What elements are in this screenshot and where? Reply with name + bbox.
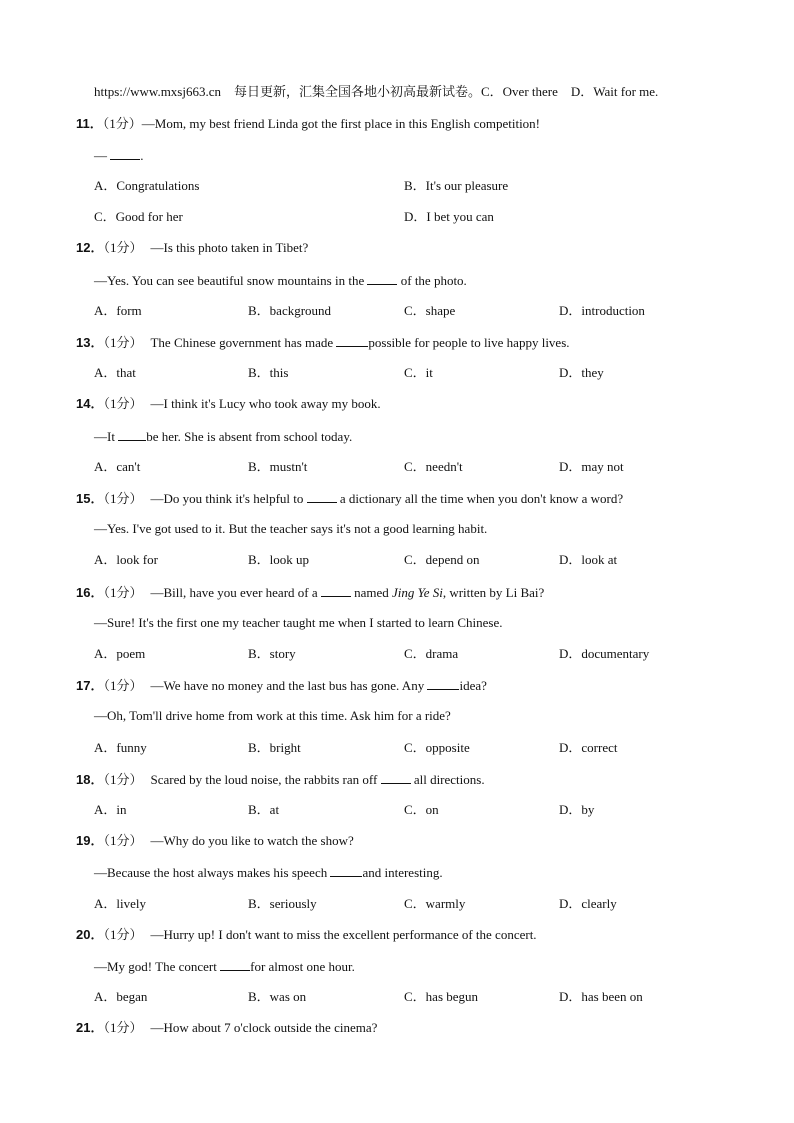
option-a: A．lively	[94, 896, 146, 911]
question-stem: , written by Li Bai?	[442, 585, 545, 600]
question-score: （1分）	[103, 678, 143, 693]
question-stem: named	[350, 585, 393, 600]
option-a: A．funny	[94, 740, 147, 755]
response-text: —Because the host always makes his speech	[94, 865, 331, 880]
question-19-response	[94, 864, 443, 881]
option-c: C．warmly	[404, 896, 466, 911]
question-stem: —Mom, my best friend Linda got the first place in this English competition!	[141, 116, 541, 131]
question-20-response	[94, 958, 355, 975]
question-18	[76, 771, 485, 788]
question-score: （1分）	[103, 585, 143, 600]
question-stem: The Chinese government has made	[150, 335, 337, 350]
answer-blank	[336, 334, 368, 347]
response-text: for almost one hour.	[250, 959, 355, 974]
question-stem: —I think it's Lucy who took away my book.	[150, 396, 381, 411]
question-19	[76, 833, 354, 849]
question-16-response: —Sure! It's the first one my teacher taught me when I started to learn Chinese.	[94, 615, 503, 630]
response-text: —Yes. You can see beautiful snow mountains in the	[94, 273, 368, 288]
question-stem: —We have no money and the last bus has gone. Any	[150, 678, 428, 693]
question-number: 15．	[76, 491, 104, 506]
answer-blank	[367, 272, 397, 285]
question-score: （1分）	[103, 772, 143, 787]
question-number: 18．	[76, 772, 104, 787]
option-a: A．poem	[94, 646, 146, 661]
question-stem: all directions.	[410, 772, 485, 787]
question-11-response	[94, 147, 144, 164]
option-d: D．by	[559, 802, 595, 817]
option-d: D．correct	[559, 740, 618, 755]
option-c: C．it	[404, 365, 433, 380]
option-b: B．was on	[248, 989, 307, 1004]
option-d: D．clearly	[559, 896, 617, 911]
question-stem: —Do you think it's helpful to	[150, 491, 307, 506]
question-number: 20．	[76, 927, 104, 942]
period: .	[140, 148, 144, 163]
question-number: 14．	[76, 396, 104, 411]
question-stem: —How about 7 o'clock outside the cinema?	[150, 1020, 378, 1035]
question-score: （1分）	[103, 396, 143, 411]
option-a: A．look for	[94, 552, 158, 567]
option-b: B．mustn't	[248, 459, 308, 474]
option-b: B．bright	[248, 740, 301, 755]
option-c: C．Good for her	[94, 209, 183, 224]
question-13	[76, 334, 570, 351]
dash: —	[94, 148, 111, 163]
answer-blank	[427, 677, 459, 690]
question-score: （1分）	[103, 927, 143, 942]
poem-title: Jing Ye Si	[392, 585, 443, 600]
option-d: D．may not	[559, 459, 624, 474]
response-text: —My god! The concert	[94, 959, 221, 974]
answer-blank	[307, 490, 337, 503]
option-d: D．they	[559, 365, 604, 380]
option-b: B．It's our pleasure	[404, 178, 509, 193]
option-a: A．in	[94, 802, 127, 817]
option-d: D．look at	[559, 552, 618, 567]
question-stem: —Bill, have you ever heard of a	[150, 585, 321, 600]
response-text: —It	[94, 429, 119, 444]
question-score: （1分）	[103, 491, 143, 506]
question-stem: —Hurry up! I don't want to miss the excellent performance of the concert.	[150, 927, 537, 942]
question-stem: Scared by the loud noise, the rabbits ran off	[150, 772, 381, 787]
question-stem: —Why do you like to watch the show?	[150, 833, 354, 848]
option-a: A．form	[94, 303, 142, 318]
answer-blank	[381, 771, 411, 784]
question-12	[76, 240, 308, 256]
question-20	[76, 927, 537, 943]
question-number: 19．	[76, 833, 104, 848]
page-header: https://www.mxsj663.cn 每日更新，汇集全国各地小初高最新试卷。C．Over there D．Wait for me.	[94, 84, 659, 99]
option-c: C．on	[404, 802, 439, 817]
question-21	[76, 1020, 377, 1036]
option-c: C．shape	[404, 303, 456, 318]
question-stem: idea?	[459, 678, 487, 693]
question-number: 21．	[76, 1020, 104, 1035]
question-17	[76, 677, 487, 694]
question-15	[76, 490, 623, 507]
option-b: B．background	[248, 303, 332, 318]
question-12-response	[94, 272, 467, 289]
option-a: A．began	[94, 989, 148, 1004]
option-c: C．depend on	[404, 552, 480, 567]
option-a: A．can't	[94, 459, 141, 474]
question-score: （1分）	[102, 116, 142, 131]
question-number: 12．	[76, 240, 104, 255]
option-d: D．has been on	[559, 989, 643, 1004]
question-17-response: —Oh, Tom'll drive home from work at this time. Ask him for a ride?	[94, 708, 451, 723]
option-c: C．has begun	[404, 989, 479, 1004]
answer-blank	[220, 958, 250, 971]
question-score: （1分）	[103, 335, 143, 350]
option-a: A．that	[94, 365, 136, 380]
question-score: （1分）	[103, 833, 143, 848]
question-14-response	[94, 428, 352, 445]
question-score: （1分）	[103, 240, 143, 255]
option-d: D．introduction	[559, 303, 645, 318]
option-d: D．documentary	[559, 646, 650, 661]
option-b: B．this	[248, 365, 289, 380]
option-c: C．needn't	[404, 459, 463, 474]
option-b: B．at	[248, 802, 280, 817]
option-c: C．opposite	[404, 740, 470, 755]
response-text: of the photo.	[397, 273, 467, 288]
answer-blank	[321, 584, 351, 597]
question-stem: —Is this photo taken in Tibet?	[150, 240, 309, 255]
question-number: 13．	[76, 335, 104, 350]
question-16	[76, 584, 544, 601]
option-b: B．look up	[248, 552, 310, 567]
question-number: 16．	[76, 585, 104, 600]
option-d: D．I bet you can	[404, 209, 494, 224]
option-b: B．story	[248, 646, 296, 661]
question-number: 11．	[76, 116, 103, 131]
question-11	[76, 116, 540, 132]
answer-blank	[118, 428, 146, 441]
question-stem: possible for people to live happy lives.	[368, 335, 570, 350]
question-stem: a dictionary all the time when you don't know a word?	[336, 491, 624, 506]
answer-blank	[330, 864, 362, 877]
question-14	[76, 396, 381, 412]
answer-blank	[110, 147, 140, 160]
question-score: （1分）	[103, 1020, 143, 1035]
question-15-response: —Yes. I've got used to it. But the teacher says it's not a good learning habit.	[94, 521, 488, 536]
option-a: A．Congratulations	[94, 178, 200, 193]
option-b: B．seriously	[248, 896, 317, 911]
question-number: 17．	[76, 678, 104, 693]
response-text: and interesting.	[362, 865, 443, 880]
response-text: be her. She is absent from school today.	[146, 429, 353, 444]
option-c: C．drama	[404, 646, 459, 661]
